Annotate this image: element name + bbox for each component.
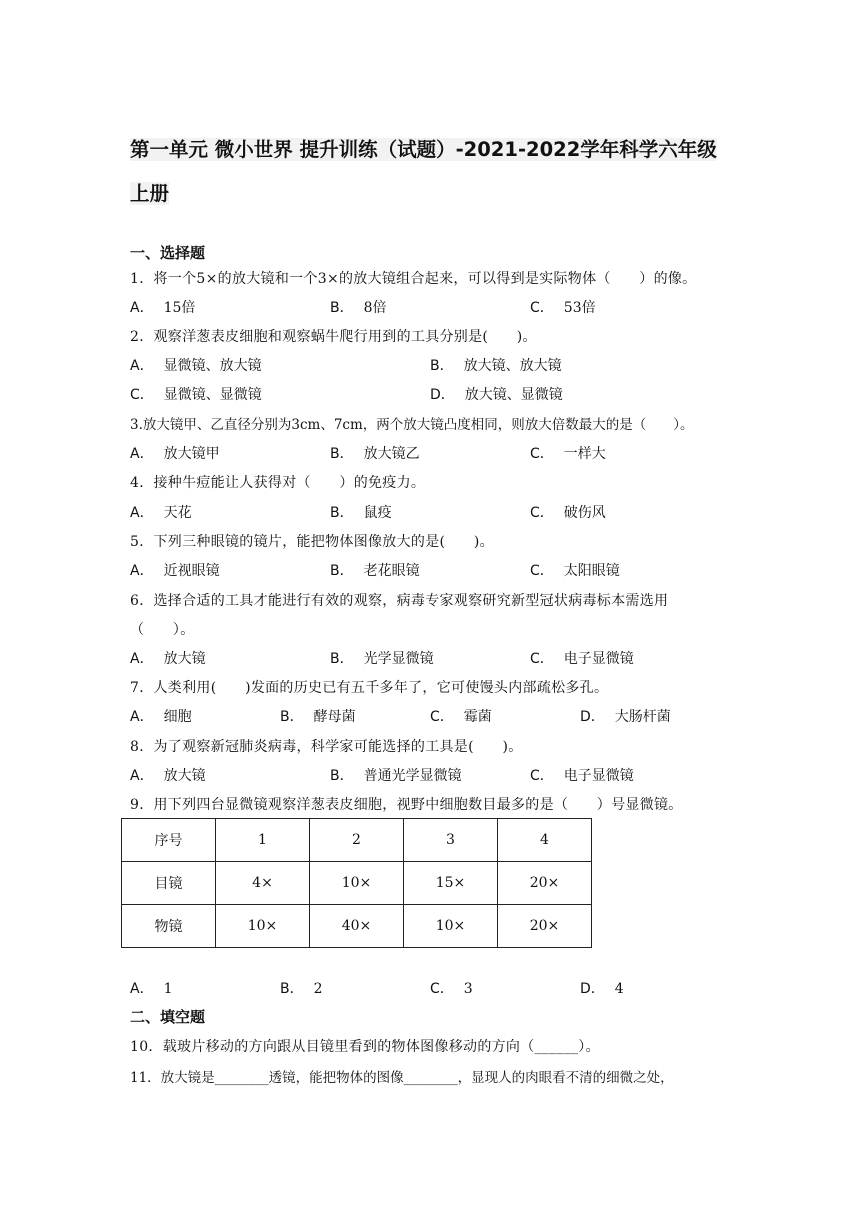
option: C． 显微镜、显微镜	[130, 387, 262, 403]
option: A． 放大镜甲	[130, 446, 220, 462]
question-10: 10．载玻片移动的方向跟从目镜里看到的物体图像移动的方向（______）。	[130, 1039, 600, 1055]
table-cell: 15×	[404, 862, 498, 905]
option: A． 1	[130, 981, 173, 997]
option: A． 显微镜、放大镜	[130, 358, 262, 374]
option: B． 放大镜乙	[330, 446, 420, 462]
question-4: 4．接种牛痘能让人获得对（ ）的免疫力。	[130, 475, 426, 491]
table-cell: 10×	[216, 905, 310, 948]
section-heading-choice: 一、选择题	[130, 244, 206, 262]
table-cell: 序号	[122, 819, 216, 862]
option: A． 天花	[130, 505, 192, 521]
question-8: 8．为了观察新冠肺炎病毒，科学家可能选择的工具是( )。	[130, 739, 523, 755]
page-title: 第一单元 微小世界 提升训练（试题）-2021-2022学年科学六年级上册	[130, 138, 717, 205]
option: C． 霉菌	[430, 709, 492, 725]
option: A． 15倍	[130, 300, 196, 316]
question-2: 2．观察洋葱表皮细胞和观察蜗牛爬行用到的工具分别是( )。	[130, 329, 537, 345]
table-cell: 3	[404, 819, 498, 862]
table-cell: 10×	[404, 905, 498, 948]
table-row	[122, 905, 592, 948]
microscope-table	[121, 818, 592, 948]
table-cell: 目镜	[122, 862, 216, 905]
option: A． 放大镜	[130, 651, 206, 667]
table-row	[122, 862, 592, 905]
option: B． 老花眼镜	[330, 563, 420, 579]
table-row	[122, 819, 592, 862]
question-9: 9．用下列四台显微镜观察洋葱表皮细胞，视野中细胞数目最多的是（ ）号显微镜。	[130, 797, 683, 813]
option: A． 细胞	[130, 709, 192, 725]
question-7: 7．人类利用( )发面的历史已有五千多年了，它可使馒头内部疏松多孔。	[130, 680, 609, 696]
table-cell: 4	[498, 819, 592, 862]
table-cell: 1	[216, 819, 310, 862]
question-11: 11．放大镜是________透镜，能把物体的图像________，显现人的肉眼看不清的细微之处，	[130, 1070, 674, 1086]
option: D． 大肠杆菌	[580, 709, 671, 725]
section-heading-fill: 二、填空题	[130, 1008, 206, 1026]
option: C． 一样大	[530, 446, 606, 462]
table-cell: 物镜	[122, 905, 216, 948]
table-cell: 20×	[498, 905, 592, 948]
option: B． 普通光学显微镜	[330, 768, 462, 784]
table-cell: 20×	[498, 862, 592, 905]
question-5: 5．下列三种眼镜的镜片，能把物体图像放大的是( )。	[130, 534, 494, 550]
question-3: 3.放大镜甲、乙直径分别为3cm、7cm，两个放大镜凸度相同，则放大倍数最大的是（ ）。	[130, 417, 694, 433]
question-6-cont: （ ）。	[130, 622, 195, 638]
option: B． 鼠疫	[330, 505, 392, 521]
table-cell: 4×	[216, 862, 310, 905]
option: C． 太阳眼镜	[530, 563, 620, 579]
option: C． 53倍	[530, 300, 596, 316]
table-cell: 2	[310, 819, 404, 862]
option: B． 酵母菌	[280, 709, 356, 725]
table-cell: 40×	[310, 905, 404, 948]
option: B． 放大镜、放大镜	[430, 358, 562, 374]
option: D． 4	[580, 981, 624, 997]
option: C． 破伤风	[530, 505, 606, 521]
table-cell: 10×	[310, 862, 404, 905]
option: B． 8倍	[330, 300, 387, 316]
option: B． 2	[280, 981, 323, 997]
option: A． 近视眼镜	[130, 563, 220, 579]
option: C． 电子显微镜	[530, 768, 634, 784]
option: B． 光学显微镜	[330, 651, 434, 667]
option: C． 电子显微镜	[530, 651, 634, 667]
option: A． 放大镜	[130, 768, 206, 784]
question-1: 1．将一个5×的放大镜和一个3×的放大镜组合起来，可以得到是实际物体（ ）的像。	[130, 271, 697, 287]
option: C． 3	[430, 981, 473, 997]
question-6: 6．选择合适的工具才能进行有效的观察，病毒专家观察研究新型冠状病毒标本需选用	[130, 593, 669, 609]
option: D． 放大镜、显微镜	[430, 387, 563, 403]
